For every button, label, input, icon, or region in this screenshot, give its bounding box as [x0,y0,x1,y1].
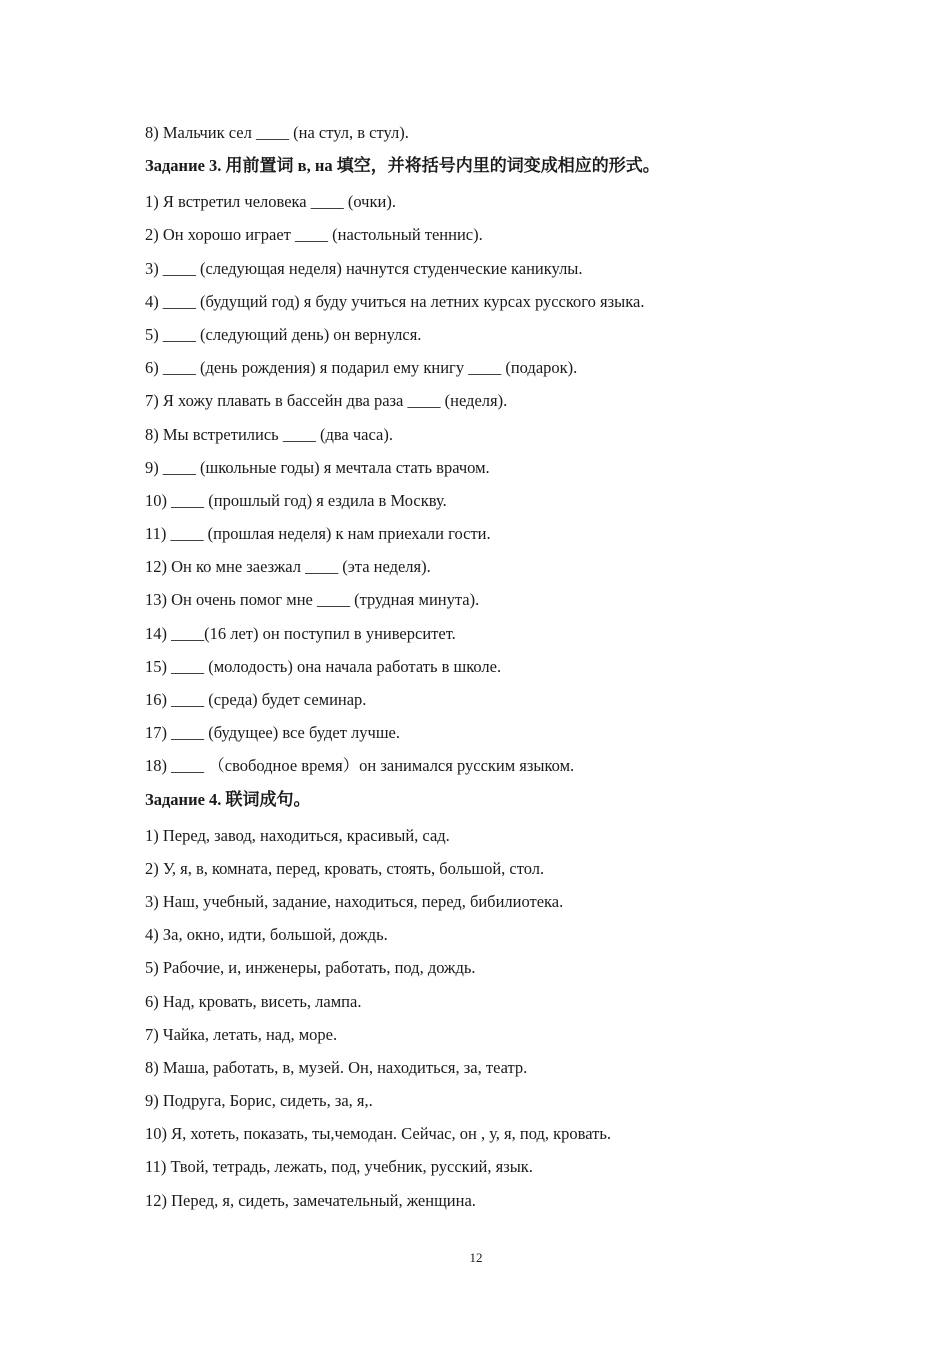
task4-item: 5) Рабочие, и, инженеры, работать, под, дождь. [145,958,476,978]
task3-heading-instruction-part2: 填空，并将括号内里的词变成相应的形式。 [336,156,660,177]
task3-item: 6) ____ (день рождения) я подарил ему книгу ____ (подарок). [145,358,578,378]
task3-item: 13) Он очень помог мне ____ (трудная минута). [145,590,480,610]
task3-item: 16) ____ (среда) будет семинар. [145,690,367,709]
task3-item: 5) ____ (следующий день) он вернулся. [145,324,422,344]
task4-item: 1) Перед, завод, находиться, красивый, сад. [145,825,450,845]
document-page [145,116,845,1217]
task4-item: 2) У, я, в, комната, перед, кровать, стоять, большой, стол. [145,858,545,878]
task3-item: 17) ____ (будущее) все будет лучше. [145,723,400,743]
task3-item: 3) ____ (следующая неделя) начнутся студенческие каникулы. [145,258,583,278]
task3-item: 7) Я хожу плавать в бассейн два раза ____ (неделя). [145,391,508,411]
task4-item: 10) Я, хотеть, показать, ты,чемодан. Сейчас, он , у, я, под, кровать. [145,1124,611,1144]
task4-heading-instruction: 联词成句。 [225,789,311,810]
task4-item: 6) Над, кровать, висеть, лампа. [145,991,362,1011]
task3-item: 18) ____ （свободное время）он занимался русским языком. [145,756,575,776]
task4-item: 11) Твой, тетрадь, лежать, под, учебник, русский, язык. [145,1157,533,1177]
task4-heading [145,783,845,819]
task3-item: 4) ____ (будущий год) я буду учиться на летних курсах русского языка. [145,291,645,311]
task3-item: 12) Он ко мне заезжал ____ (эта неделя). [145,557,431,577]
task4-heading-label: Задание 4. [145,789,222,809]
task4-item: 7) Чайка, летать, над, море. [145,1024,338,1044]
task3-heading-instruction-part1: 用前置词 [225,156,294,177]
task3-item: 9) ____ (школьные годы) я мечтала стать врачом. [145,457,490,477]
task4-item: 3) Наш, учебный, задание, находиться, перед, бибилиотека. [145,891,564,911]
exercise-item: 8) Мальчик сел ____ (на стул, в стул). [145,123,409,142]
task4-item: 8) Маша, работать, в, музей. Он, находиться, за, театр. [145,1057,528,1077]
task3-heading-prepositions: в, на [297,156,333,176]
task3-list [145,185,845,782]
task3-item: 8) Мы встретились ____ (два часа). [145,424,393,444]
task3-item: 1) Я встретил человека ____ (очки). [145,192,396,212]
task4-item: 4) За, окно, идти, большой, дождь. [145,925,388,945]
task3-heading [145,149,845,185]
task4-list [145,819,845,1217]
task4-item: 12) Перед, я, сидеть, замечательный, женщина. [145,1190,476,1210]
task3-item: 14) ____(16 лет) он поступил в университет. [145,623,456,643]
task4-item: 9) Подруга, Борис, сидеть, за, я,. [145,1091,373,1111]
page-number: 12 [469,1250,483,1265]
task3-item: 2) Он хорошо играет ____ (настольный теннис). [145,225,483,245]
task3-item: 11) ____ (прошлая неделя) к нам приехали гости. [145,524,491,544]
task3-heading-label: Задание 3. [145,156,222,176]
task3-item: 15) ____ (молодость) она начала работать в школе. [145,656,502,676]
task3-item: 10) ____ (прошлый год) я ездила в Москву. [145,490,447,510]
